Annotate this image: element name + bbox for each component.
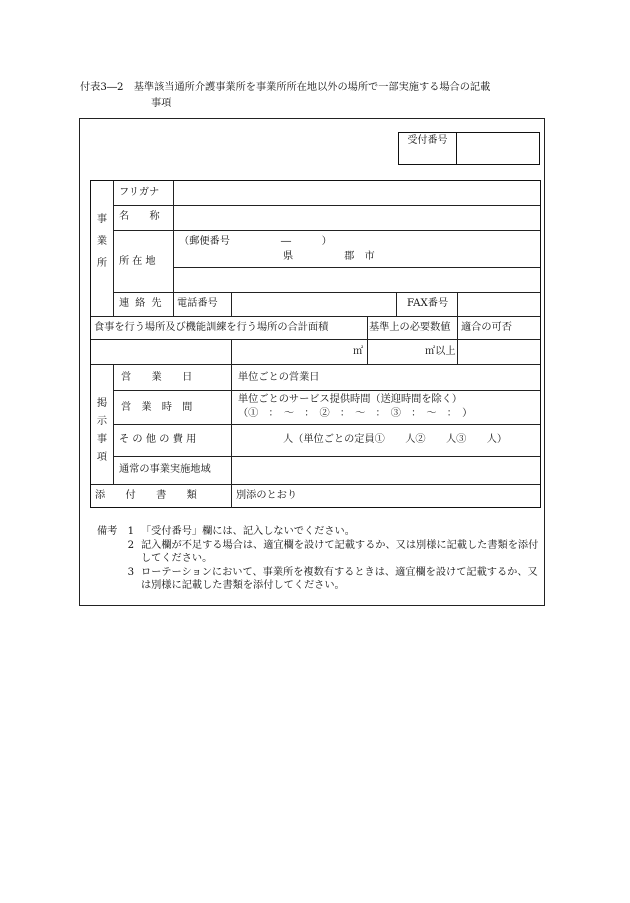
application-form-table bbox=[90, 180, 541, 508]
phone-label: 電話番号 bbox=[177, 298, 218, 309]
attachments-value: 別添のとおり bbox=[236, 490, 298, 501]
office-name-label: 名 称 bbox=[119, 211, 160, 222]
address-label: 所在地 bbox=[119, 256, 159, 267]
section-posting-label: 掲示事項 bbox=[96, 398, 108, 463]
note-item bbox=[97, 525, 547, 539]
note-number: 3 bbox=[127, 566, 135, 578]
business-hours-value: 単位ごとのサービス提供時間（送迎時間を除く） bbox=[238, 394, 463, 405]
other-costs-label: そ の 他 の 費 用 bbox=[119, 434, 197, 445]
prefecture-city-line: 県 郡 市 bbox=[283, 251, 375, 262]
service-area-label: 通常の事業実施地域 bbox=[119, 464, 211, 475]
area-header: 食事を行う場所及び機能訓練を行う場所の合計面積 bbox=[94, 322, 329, 333]
note-text: ローテーションにおいて、事業所を複数有するときは、適宜欄を設けて記載するか、又は別様に記載した書類を添付してください。 bbox=[141, 566, 538, 591]
notes-heading: 備考 bbox=[97, 526, 118, 537]
note-number: 1 bbox=[127, 526, 135, 537]
section-office-label: 事業所 bbox=[96, 214, 108, 269]
document-caption bbox=[80, 80, 560, 112]
receipt-number-box bbox=[398, 132, 540, 165]
receipt-number-label: 受付番号 bbox=[399, 133, 457, 164]
required-unit: ㎡以上 bbox=[425, 346, 456, 357]
receipt-number-field[interactable] bbox=[457, 133, 539, 164]
caption-line-1: 付表3―2 基準該当通所介護事業所を事業所所在地以外の場所で一部実施する場合の記載 bbox=[80, 82, 491, 93]
business-days-label: 営 業 日 bbox=[121, 372, 193, 383]
compliance-header: 適合の可否 bbox=[461, 322, 512, 333]
business-days-value: 単位ごとの営業日 bbox=[238, 372, 320, 383]
note-item bbox=[97, 539, 547, 566]
caption-line-2: 事項 bbox=[151, 98, 172, 109]
business-hours-slots: （① ： ～ ： ② ： ～ ： ③ ： ～ ： ） bbox=[238, 408, 473, 419]
notes-section bbox=[97, 525, 547, 593]
required-value-header: 基準上の必要数値 bbox=[369, 322, 451, 333]
fax-label: FAX番号 bbox=[407, 298, 449, 309]
other-costs-value: 人（単位ごとの定員① 人② 人③ 人） bbox=[283, 434, 508, 445]
contact-label: 連絡先 bbox=[119, 298, 168, 309]
furigana-label: フリガナ bbox=[119, 187, 160, 198]
business-hours-label: 営 業 時 間 bbox=[121, 402, 193, 413]
postal-code-line: （郵便番号 ― ） bbox=[179, 236, 332, 247]
note-text: 「受付番号」欄には、記入しないでください。 bbox=[141, 526, 355, 537]
area-unit: ㎡ bbox=[353, 346, 364, 357]
note-item bbox=[97, 566, 547, 593]
attachments-label: 添 付 書 類 bbox=[95, 490, 197, 501]
note-text: 記入欄が不足する場合は、適宜欄を設けて記載するか、又は別様に記載した書類を添付してください。 bbox=[141, 539, 539, 564]
note-number: 2 bbox=[127, 539, 135, 551]
